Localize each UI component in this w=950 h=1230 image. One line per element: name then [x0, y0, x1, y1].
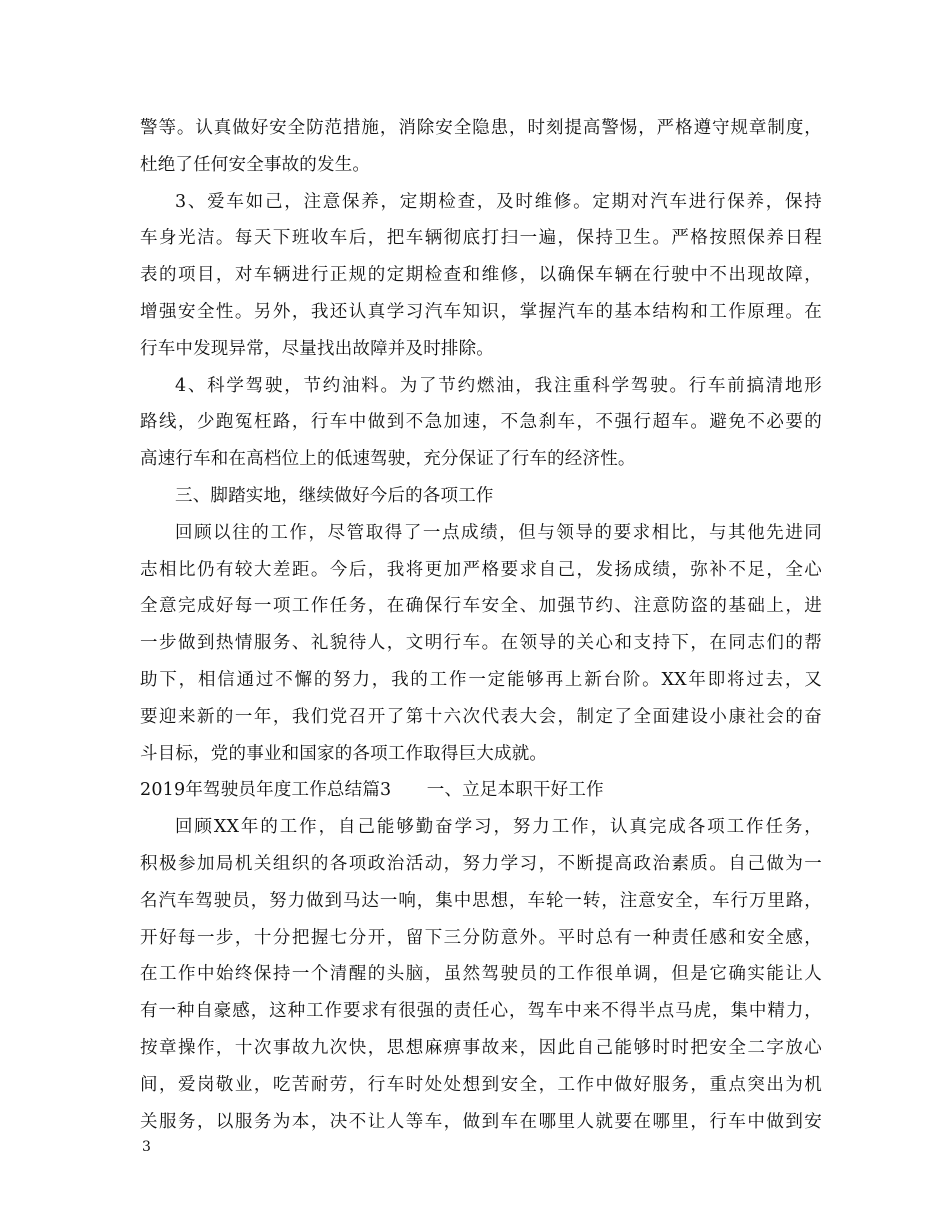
text-line: 关服务，以服务为本，决不让人等车，做到车在哪里人就要在哪里，行车中做到安	[140, 1111, 822, 1132]
text-line: 助下，相信通过不懈的努力，我的工作一定能够再上新台阶。XX年即将过去，又	[140, 669, 822, 690]
text-line: 3、爱车如己，注意保养，定期检查，及时维修。定期对汽车进行保养，保持	[175, 191, 822, 212]
text-line: 警等。认真做好安全防范措施，消除安全隐患，时刻提高警惕，严格遵守规章制度，	[140, 118, 822, 138]
text-line: 三、脚踏实地，继续做好今后的各项工作	[175, 485, 494, 506]
text-line: 回顾以往的工作，尽管取得了一点成绩，但与领导的要求相比，与其他先进同	[175, 522, 822, 543]
text-line: 名汽车驾驶员，努力做到马达一响，集中思想，车轮一转，注意安全，车行万里路，	[140, 890, 822, 911]
text-line: 开好每一步，十分把握七分开，留下三分防意外。平时总有一种责任感和安全感，	[140, 927, 822, 948]
text-line: 4、科学驾驶，节约油料。为了节约燃油，我注重科学驾驶。行车前搞清地形	[175, 375, 822, 396]
text-line: 一步做到热情服务、礼貌待人，文明行车。在领导的关心和支持下，在同志们的帮	[140, 633, 822, 654]
text-line: 高速行车和在高档位上的低速驾驶，充分保证了行车的经济性。	[140, 449, 636, 470]
text-line: 表的项目，对车辆进行正规的定期检查和维修，以确保车辆在行驶中不出现故障，	[140, 265, 822, 286]
text-line: 2019年驾驶员年度工作总结篇3 一、立足本职干好工作	[140, 780, 604, 801]
text-line: 斗目标，党的事业和国家的各项工作取得巨大成就。	[140, 743, 548, 764]
body-text	[140, 110, 822, 1140]
text-line: 全意完成好每一项工作任务，在确保行车安全、加强节约、注意防盗的基础上，进	[140, 596, 822, 617]
text-line: 回顾XX年的工作，自己能够勤奋学习，努力工作，认真完成各项工作任务，	[175, 817, 822, 838]
text-line: 志相比仍有较大差距。今后，我将更加严格要求自己，发扬成绩，弥补不足，全心	[140, 559, 822, 580]
text-line: 路线，少跑冤枉路，行车中做到不急加速，不急刹车，不强行超车。避免不必要的	[140, 412, 822, 433]
page-number: 3	[142, 1139, 151, 1155]
text-line: 有一种自豪感，这种工作要求有很强的责任心，驾车中来不得半点马虎，集中精力，	[140, 1001, 822, 1022]
text-line: 间，爱岗敬业，吃苦耐劳，行车时处处想到安全，工作中做好服务，重点突出为机	[140, 1074, 822, 1095]
text-line: 积极参加局机关组织的各项政治活动，努力学习，不断提高政治素质。自己做为一	[140, 853, 822, 874]
text-line: 行车中发现异常，尽量找出故障并及时排除。	[140, 338, 494, 359]
text-line: 增强安全性。另外，我还认真学习汽车知识，掌握汽车的基本结构和工作原理。在	[140, 301, 822, 322]
text-line: 杜绝了任何安全事故的发生。	[140, 154, 371, 175]
text-line: 在工作中始终保持一个清醒的头脑，虽然驾驶员的工作很单调，但是它确实能让人	[140, 964, 822, 985]
text-line: 车身光洁。每天下班收车后，把车辆彻底打扫一遍，保持卫生。严格按照保养日程	[140, 228, 822, 249]
text-line: 按章操作，十次事故九次快，思想麻痹事故来，因此自己能够时时把安全二字放心	[140, 1037, 822, 1058]
text-line: 要迎来新的一年，我们党召开了第十六次代表大会，制定了全面建设小康社会的奋	[140, 706, 822, 727]
